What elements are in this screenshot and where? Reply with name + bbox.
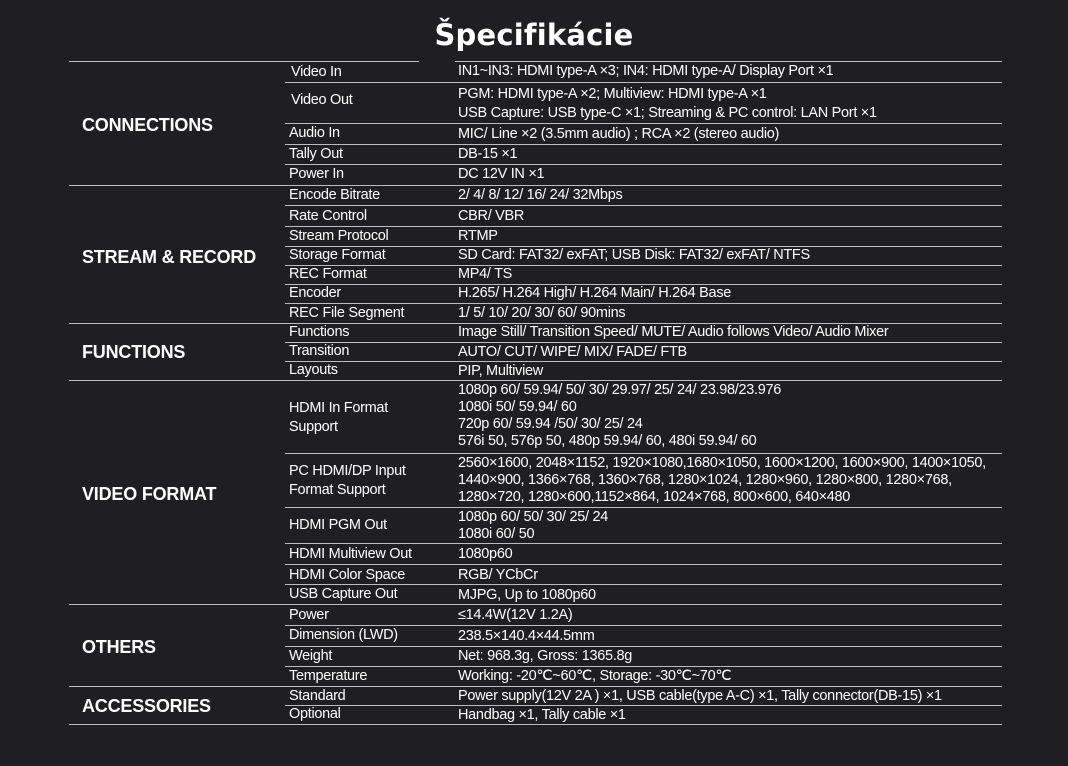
- value-line: 1080p 60/ 59.94/ 50/ 30/ 29.97/ 25/ 24/ 23.98/23.976: [458, 382, 782, 398]
- label-video-out: Video Out: [291, 92, 353, 108]
- label-rec-format: REC Format: [289, 266, 367, 282]
- value-power-in: DC 12V IN ×1: [458, 166, 545, 182]
- label-video-in: Video In: [291, 64, 342, 80]
- section-functions: FUNCTIONS: [82, 342, 186, 362]
- value-usb-capture-out: MJPG, Up to 1080p60: [458, 587, 596, 603]
- row-divider: [285, 705, 1002, 706]
- value-stream-protocol: RTMP: [458, 228, 498, 244]
- value-functions: Image Still/ Transition Speed/ MUTE/ Audio follows Video/ Audio Mixer: [458, 324, 889, 340]
- label-rate-control: Rate Control: [289, 208, 367, 224]
- value-hdmi-in-format: [458, 382, 781, 450]
- label-hdmi-in-format: [289, 399, 388, 437]
- label-line: PC HDMI/DP Input: [289, 463, 406, 479]
- value-rec-file-segment: 1/ 5/ 10/ 20/ 30/ 60/ 90mins: [458, 305, 626, 321]
- value-encode-bitrate: 2/ 4/ 8/ 12/ 16/ 24/ 32Mbps: [458, 187, 623, 203]
- value-line: 576i 50, 576p 50, 480p 59.94/ 60, 480i 59.94/ 60: [458, 433, 757, 449]
- section-divider: [69, 604, 1002, 605]
- value-line: 2560×1600, 2048×1152, 1920×1080,1680×1050, 1600×1200, 1600×900, 1400×1050,: [458, 455, 986, 471]
- label-weight: Weight: [289, 648, 333, 664]
- value-tally-out: DB-15 ×1: [458, 146, 518, 162]
- label-hdmi-multiview-out: HDMI Multiview Out: [289, 546, 412, 562]
- row-divider: [285, 564, 1002, 565]
- page-title: Špecifikácie: [434, 18, 634, 52]
- section-connections: CONNECTIONS: [82, 115, 213, 135]
- value-pc-hdmi-dp-input: [458, 455, 986, 506]
- value-dimension: 238.5×140.4×44.5mm: [458, 628, 595, 644]
- row-divider: [285, 82, 1002, 83]
- row-divider: [285, 123, 1002, 124]
- row-divider: [285, 543, 1002, 544]
- row-divider: [455, 61, 1002, 62]
- section-stream-record: STREAM & RECORD: [82, 247, 257, 267]
- section-divider: [69, 724, 1002, 725]
- label-functions: Functions: [289, 324, 350, 340]
- label-optional: Optional: [289, 706, 341, 722]
- label-storage-format: Storage Format: [289, 247, 386, 263]
- label-encoder: Encoder: [289, 285, 341, 301]
- value-hdmi-color-space: RGB/ YCbCr: [458, 567, 538, 583]
- value-video-in: IN1~IN3: HDMI type-A ×3; IN4: HDMI type-A/ Display Port ×1: [458, 63, 834, 79]
- label-hdmi-color-space: HDMI Color Space: [289, 567, 406, 583]
- section-accessories: ACCESSORIES: [82, 696, 211, 716]
- row-divider: [285, 666, 1002, 667]
- section-divider: [69, 185, 1002, 186]
- value-hdmi-pgm-out: [458, 509, 608, 543]
- section-video-format: VIDEO FORMAT: [82, 484, 217, 504]
- label-transition: Transition: [289, 343, 350, 359]
- label-power: Power: [289, 607, 329, 623]
- row-divider: [285, 342, 1002, 343]
- label-temperature: Temperature: [289, 668, 368, 684]
- value-storage-format: SD Card: FAT32/ exFAT; USB Disk: FAT32/ exFAT/ NTFS: [458, 247, 810, 263]
- value-video-out: [458, 86, 877, 122]
- value-line: PGM: HDMI type-A ×2; Multiview: HDMI type-A ×1: [458, 86, 767, 102]
- value-line: USB Capture: USB type-C ×1; Streaming & PC control: LAN Port ×1: [458, 105, 877, 121]
- label-rec-file-segment: REC File Segment: [289, 305, 405, 321]
- section-divider: [69, 380, 1002, 381]
- value-layouts: PIP, Multiview: [458, 363, 543, 379]
- label-line: HDMI In Format: [289, 400, 388, 416]
- label-hdmi-pgm-out: HDMI PGM Out: [289, 517, 387, 533]
- section-divider: [69, 61, 419, 62]
- label-dimension: Dimension (LWD): [289, 627, 398, 643]
- section-others: OTHERS: [82, 637, 156, 657]
- label-line: Format Support: [289, 482, 386, 498]
- label-usb-capture-out: USB Capture Out: [289, 586, 398, 602]
- row-divider: [285, 265, 1002, 266]
- value-power: ≤14.4W(12V 1.2A): [458, 607, 573, 623]
- value-encoder: H.265/ H.264 High/ H.264 Main/ H.264 Base: [458, 285, 732, 301]
- value-line: 1080i 50/ 59.94/ 60: [458, 399, 577, 415]
- value-rec-format: MP4/ TS: [458, 266, 513, 282]
- value-line: 1080i 60/ 50: [458, 526, 535, 542]
- row-divider: [285, 646, 1002, 647]
- row-divider: [285, 205, 1002, 206]
- label-line: Support: [289, 419, 338, 435]
- label-stream-protocol: Stream Protocol: [289, 228, 389, 244]
- value-weight: Net: 968.3g, Gross: 1365.8g: [458, 648, 633, 664]
- value-line: 1080p 60/ 50/ 30/ 25/ 24: [458, 509, 609, 525]
- value-transition: AUTO/ CUT/ WIPE/ MIX/ FADE/ FTB: [458, 344, 687, 360]
- label-encode-bitrate: Encode Bitrate: [289, 187, 380, 203]
- label-power-in: Power In: [289, 166, 344, 182]
- row-divider: [285, 226, 1002, 227]
- value-standard: Power supply(12V 2A ) ×1, USB cable(type A-C) ×1, Tally connector(DB-15) ×1: [458, 688, 942, 704]
- row-divider: [285, 507, 1002, 508]
- row-divider: [285, 453, 1002, 454]
- value-rate-control: CBR/ VBR: [458, 208, 525, 224]
- row-divider: [285, 361, 1002, 362]
- row-divider: [285, 164, 1002, 165]
- section-divider: [69, 686, 1002, 687]
- value-line: 1280×720, 1280×600,1152×864, 1024×768, 800×600, 640×480: [458, 489, 851, 505]
- label-standard: Standard: [289, 688, 346, 704]
- label-tally-out: Tally Out: [289, 146, 343, 162]
- value-line: 720p 60/ 59.94 /50/ 30/ 25/ 24: [458, 416, 643, 432]
- row-divider: [285, 144, 1002, 145]
- value-line: 1440×900, 1366×768, 1360×768, 1280×1024, 1280×960, 1280×800, 1280×768,: [458, 472, 952, 488]
- value-hdmi-multiview-out: 1080p60: [458, 546, 513, 562]
- value-audio-in: MIC/ Line ×2 (3.5mm audio) ; RCA ×2 (stereo audio): [458, 126, 780, 142]
- value-temperature: Working: -20℃~60℃, Storage: -30℃~70℃: [458, 668, 732, 684]
- label-pc-hdmi-dp-input: [289, 462, 406, 500]
- label-layouts: Layouts: [289, 362, 338, 378]
- label-audio-in: Audio In: [289, 125, 340, 141]
- value-optional: Handbag ×1, Tally cable ×1: [458, 707, 626, 723]
